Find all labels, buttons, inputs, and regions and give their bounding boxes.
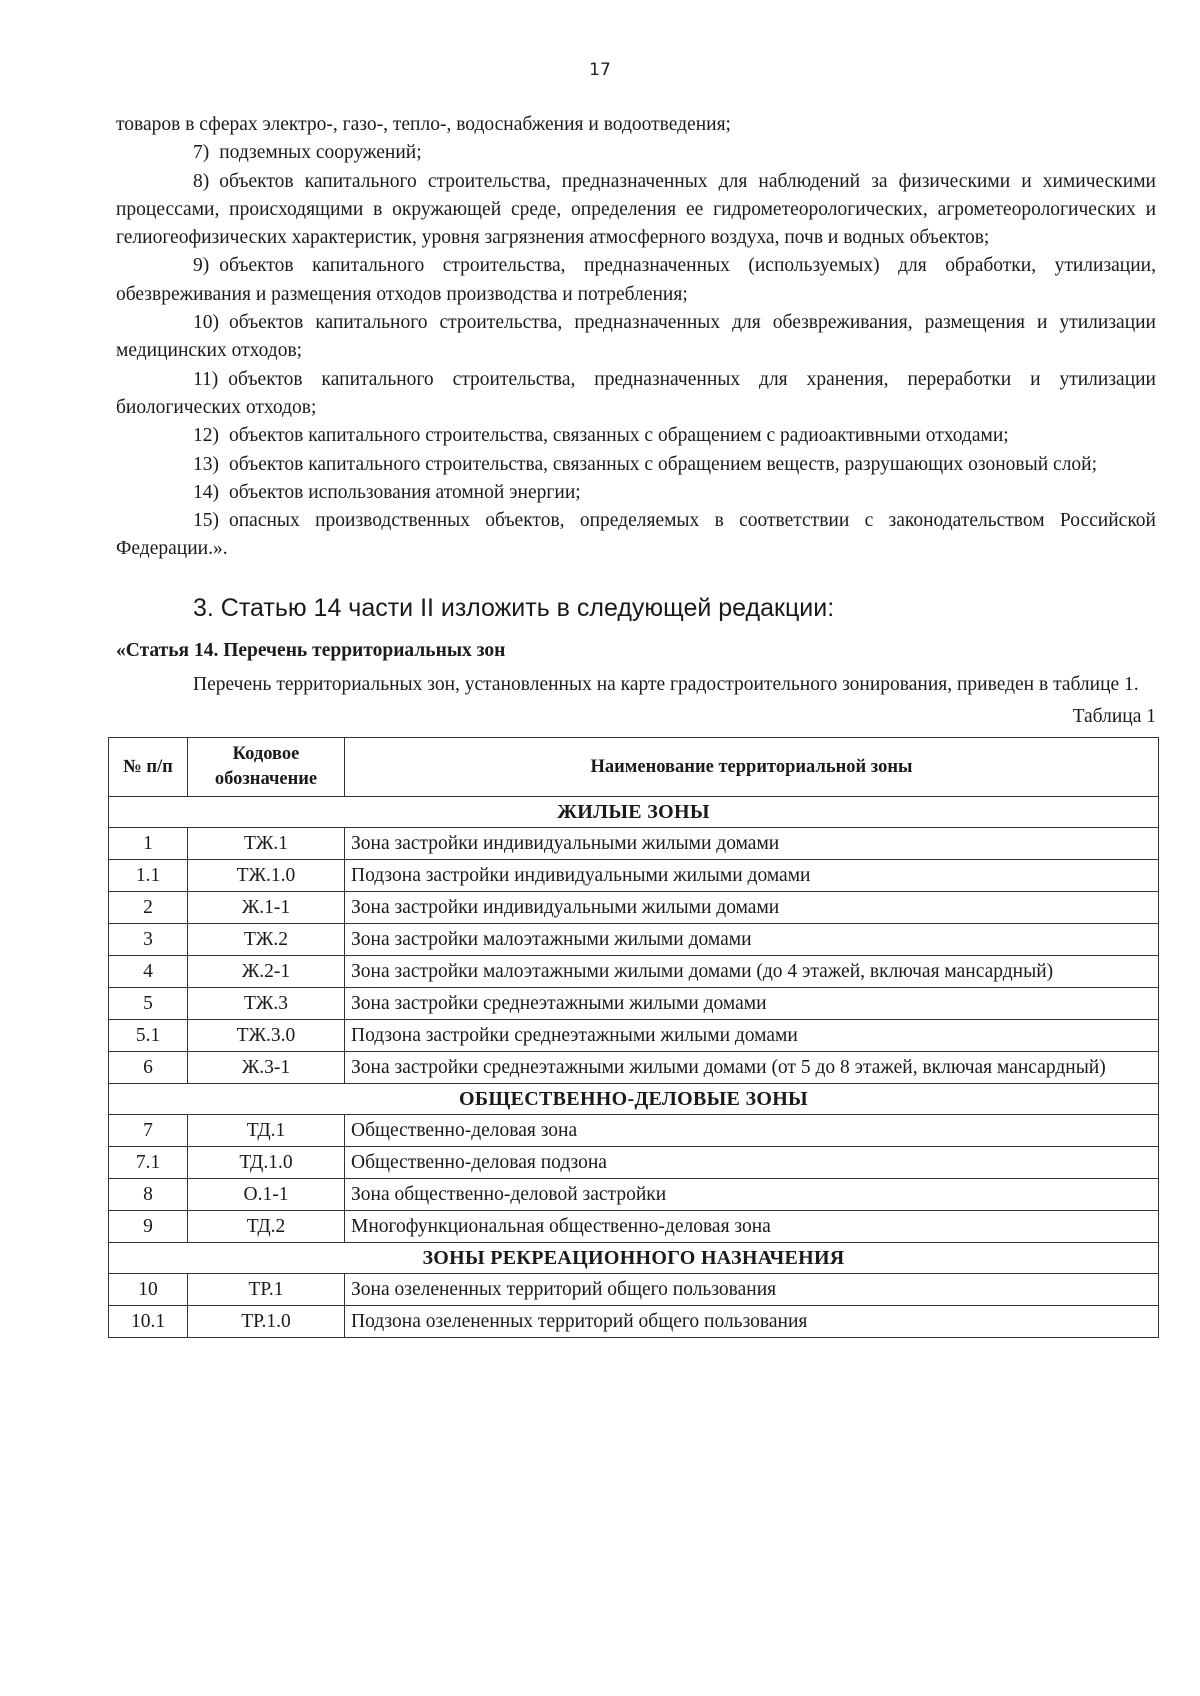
header-name: Наименование территориальной зоны [345, 738, 1159, 797]
group-title: ОБЩЕСТВЕННО-ДЕЛОВЫЕ ЗОНЫ [109, 1084, 1159, 1115]
table-row [109, 892, 1159, 924]
cell-num: 7.1 [109, 1147, 188, 1179]
cell-num: 10.1 [109, 1306, 188, 1338]
list-item-text: объектов использования атомной энергии; [229, 481, 581, 503]
table-caption: Таблица 1 [1072, 706, 1156, 728]
table-row [109, 1274, 1159, 1306]
list-item-text: объектов капитального строительства, предназначенных для хранения, переработки и утилизации биологических отходов; [116, 368, 1156, 418]
list-item-text: опасных производственных объектов, определяемых в соответствии с законодательством Российской Федерации.». [116, 510, 1156, 560]
cell-name: Зона застройки среднеэтажными жилыми домами (от 5 до 8 этажей, включая мансардный) [345, 1052, 1159, 1084]
cell-name: Подзона застройки индивидуальными жилыми домами [345, 860, 1159, 892]
cell-code: О.1-1 [188, 1179, 345, 1211]
cell-name: Зона застройки индивидуальными жилыми домами [345, 892, 1159, 924]
document-body [116, 111, 1156, 1338]
header-code: Кодовое обозначение [188, 738, 345, 797]
table-row [109, 1147, 1159, 1179]
cell-num: 8 [109, 1179, 188, 1211]
cell-num: 7 [109, 1115, 188, 1147]
list-item [116, 507, 1156, 564]
group-title: ЗОНЫ РЕКРЕАЦИОННОГО НАЗНАЧЕНИЯ [109, 1243, 1159, 1274]
cell-code: ТД.1.0 [188, 1147, 345, 1179]
cell-code: ТЖ.1.0 [188, 860, 345, 892]
cell-name: Зона застройки малоэтажными жилыми домами (до 4 этажей, включая мансардный) [345, 956, 1159, 988]
cell-name: Подзона застройки среднеэтажными жилыми домами [345, 1020, 1159, 1052]
table-row [109, 1211, 1159, 1243]
cell-code: ТД.1 [188, 1115, 345, 1147]
list-item [116, 479, 1156, 507]
cell-name: Зона застройки среднеэтажными жилыми домами [345, 988, 1159, 1020]
group-title: ЖИЛЫЕ ЗОНЫ [109, 797, 1159, 828]
table-group-row [109, 1084, 1159, 1115]
table-row [109, 1306, 1159, 1338]
cell-name: Зона застройки малоэтажными жилыми домами [345, 924, 1159, 956]
cell-num: 9 [109, 1211, 188, 1243]
list-item-number: 8) [193, 170, 210, 192]
continuation-text: товаров в сферах электро-, газо-, тепло-, водоснабжения и водоотведения; [116, 114, 731, 135]
table-row [109, 1052, 1159, 1084]
table-row [109, 1115, 1159, 1147]
list-item [116, 168, 1156, 253]
list-item-text: объектов капитального строительства, предназначенных (используемых) для обработки, утилизации, обезвреживания и размещения отходов производства и потребления; [116, 255, 1156, 305]
section-heading: 3. Статью 14 части II изложить в следующей редакции: [193, 593, 835, 622]
cell-code: Ж.3-1 [188, 1052, 345, 1084]
cell-name: Общественно-деловая подзона [345, 1147, 1159, 1179]
list-items [116, 139, 1156, 563]
cell-code: Ж.2-1 [188, 956, 345, 988]
list-item-number: 13) [193, 453, 219, 475]
table-group-row [109, 797, 1159, 828]
article-title: «Статья 14. Перечень территориальных зон [116, 639, 506, 661]
cell-code: ТЖ.3 [188, 988, 345, 1020]
cell-num: 1 [109, 828, 188, 860]
list-item-number: 9) [193, 255, 210, 277]
cell-code: ТР.1.0 [188, 1306, 345, 1338]
cell-name: Зона общественно-деловой застройки [345, 1179, 1159, 1211]
cell-num: 3 [109, 924, 188, 956]
cell-num: 4 [109, 956, 188, 988]
cell-name: Общественно-деловая зона [345, 1115, 1159, 1147]
cell-num: 2 [109, 892, 188, 924]
table-row [109, 924, 1159, 956]
list-item-number: 10) [193, 312, 219, 334]
list-item-number: 7) [193, 142, 210, 164]
list-item-text: объектов капитального строительства, предназначенных для обезвреживания, размещения и утилизации медицинских отходов; [116, 312, 1156, 362]
cell-code: ТР.1 [188, 1274, 345, 1306]
cell-num: 10 [109, 1274, 188, 1306]
list-item-text: подземных сооружений; [219, 142, 422, 164]
cell-code: ТЖ.3.0 [188, 1020, 345, 1052]
list-item [116, 422, 1156, 450]
list-item-text: объектов капитального строительства, связанных с обращением веществ, разрушающих озоновый слой; [229, 453, 1098, 475]
table-row [109, 1020, 1159, 1052]
list-item-number: 14) [193, 481, 219, 503]
list-item [116, 366, 1156, 423]
page-number: 17 [589, 60, 611, 80]
cell-code: ТЖ.1 [188, 828, 345, 860]
table-row [109, 956, 1159, 988]
table-body [109, 797, 1159, 1338]
list-item-number: 11) [193, 368, 219, 390]
cell-name: Подзона озелененных территорий общего пользования [345, 1306, 1159, 1338]
cell-num: 5.1 [109, 1020, 188, 1052]
list-item [116, 309, 1156, 366]
list-item [116, 139, 1156, 167]
cell-name: Зона озелененных территорий общего пользования [345, 1274, 1159, 1306]
list-item-text: объектов капитального строительства, связанных с обращением с радиоактивными отходами; [229, 425, 1009, 447]
list-item-text: объектов капитального строительства, предназначенных для наблюдений за физическими и химическими процессами, происходящими в окружающей среде, определения ее гидрометеорологических, агрометеорологических и гелиогеофизических характеристик, уровня загрязнения атмосферного воздуха, почв и водных объектов; [116, 170, 1156, 249]
table-group-row [109, 1243, 1159, 1274]
cell-num: 6 [109, 1052, 188, 1084]
list-item [116, 252, 1156, 309]
table-row [109, 1179, 1159, 1211]
header-num: № п/п [109, 738, 188, 797]
cell-num: 1.1 [109, 860, 188, 892]
table-row [109, 828, 1159, 860]
cell-num: 5 [109, 988, 188, 1020]
zones-table [108, 737, 1159, 1338]
cell-code: ТД.2 [188, 1211, 345, 1243]
table-description: Перечень территориальных зон, установленных на карте градостроительного зонирования, приведен в таблице 1. [193, 673, 1139, 695]
list-item-number: 15) [193, 510, 219, 532]
table-row [109, 860, 1159, 892]
cell-name: Многофункциональная общественно-деловая зона [345, 1211, 1159, 1243]
list-item-number: 12) [193, 425, 219, 447]
list-item [116, 451, 1156, 479]
cell-code: ТЖ.2 [188, 924, 345, 956]
table-row [109, 988, 1159, 1020]
table-header-row [109, 738, 1159, 797]
cell-code: Ж.1-1 [188, 892, 345, 924]
cell-name: Зона застройки индивидуальными жилыми домами [345, 828, 1159, 860]
